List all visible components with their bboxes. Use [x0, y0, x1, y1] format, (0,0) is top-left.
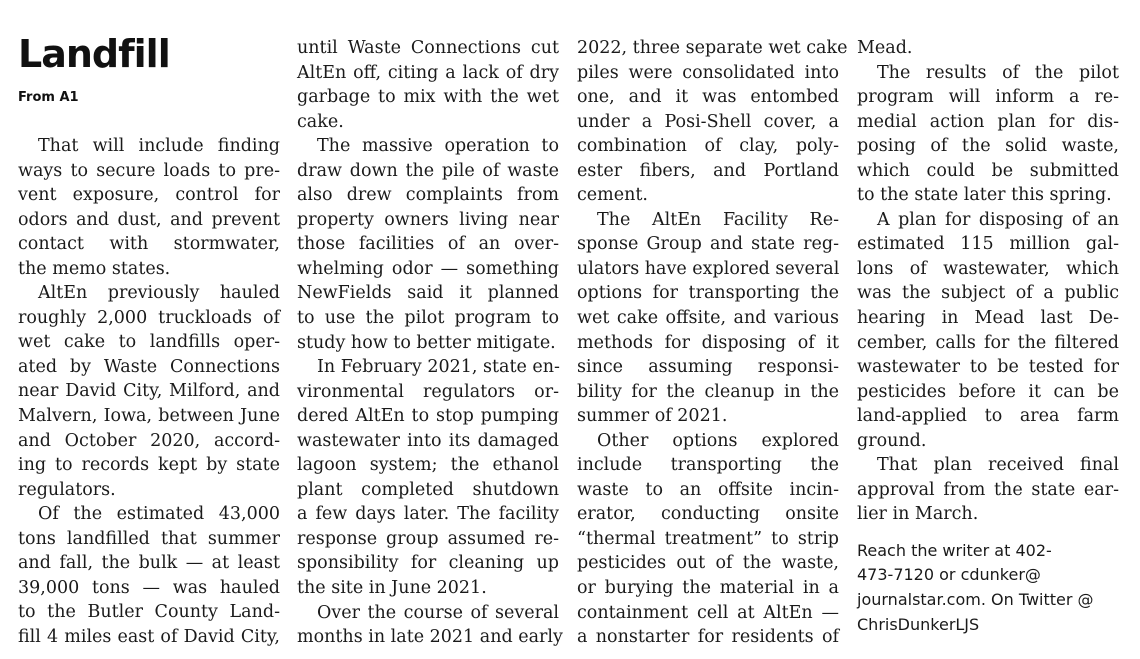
article-line: was the subject of a public [857, 283, 1119, 304]
article-line: 2022, three separate wet cake [577, 38, 848, 58]
article-line: dered AltEn to stop pumping [297, 406, 559, 427]
article-line: In February 2021, state en- [317, 357, 560, 378]
article-line: ulators have explored several [577, 258, 840, 279]
column-2-body [297, 36, 563, 650]
headline: Landfill [18, 32, 170, 76]
column-3-body [577, 36, 848, 650]
article-line: posing of the solid waste, [857, 136, 1119, 157]
article-line: a nonstarter for residents of [577, 627, 839, 648]
article-line: response group assumed re- [297, 528, 559, 549]
article-line: and fall, the bulk — at least [18, 553, 280, 574]
article-line: or burying the material in a [577, 578, 839, 599]
article-line: one, and it was entombed [577, 87, 839, 108]
article-line: That will include finding [38, 136, 280, 156]
article-line: since assuming responsi- [577, 357, 839, 378]
article-line: vironmental regulators or- [297, 381, 559, 402]
article-line: plant completed shutdown [297, 479, 559, 500]
article-line: ated by Waste Connections [18, 356, 280, 377]
article-line: the site in June 2021. [297, 578, 487, 599]
article-line: draw down the pile of waste [297, 160, 559, 181]
article-line: also drew complaints from [297, 185, 559, 206]
column-3 [577, 0, 848, 659]
article-line: AltEn off, citing a lack of dry [297, 62, 559, 83]
article-line: wet cake offsite, and various [577, 308, 839, 329]
article-line: options for transporting the [577, 283, 839, 304]
article-line: ester fibers, and Portland [577, 160, 839, 181]
article-line: property owners living near [297, 209, 559, 230]
article-line: piles were consolidated into [577, 62, 839, 83]
article-line: ways to secure loads to pre- [18, 160, 280, 181]
article-line: Over the course of several [317, 602, 559, 623]
article-line: study how to better mitigate. [297, 332, 556, 353]
article-line: lons of wastewater, which [857, 258, 1119, 279]
article-line: sponse Group and state reg- [577, 234, 839, 255]
article-line: those facilities of an over- [297, 234, 559, 255]
article-line: AltEn previously hauled [38, 283, 280, 304]
column-4 [857, 0, 1119, 659]
article-line: ground. [857, 430, 927, 451]
article-line: pesticides out of the waste, [577, 553, 839, 574]
article-line: until Waste Connections cut [297, 38, 559, 58]
article-line: and October 2020, accord- [18, 430, 280, 451]
article-line: cember, calls for the filtered [857, 332, 1119, 353]
article-line: waste to an offsite incin- [577, 479, 839, 500]
article-line: fill 4 miles east of David City, [18, 626, 280, 647]
column-1-body [18, 134, 280, 649]
article-line: include transporting the [577, 455, 839, 476]
article-line: cement. [577, 185, 648, 206]
article-line: The AltEn Facility Re- [597, 209, 839, 230]
article-line: the memo states. [18, 258, 171, 279]
article-line: wastewater to be tested for [857, 357, 1119, 378]
article-line: “thermal treatment” to strip [577, 528, 839, 549]
article-line: to use the pilot program to [297, 308, 559, 329]
article-line: regulators. [18, 479, 116, 500]
tagline-spacer [857, 527, 1119, 539]
article-line: That plan received final [877, 455, 1119, 476]
article-line: approval from the state ear- [857, 479, 1119, 500]
article-line: under a Posi-Shell cover, a [577, 111, 839, 132]
writer-tagline-line: Reach the writer at 402- [857, 540, 1052, 560]
article-line: which could be submitted [857, 160, 1119, 181]
article-line: lier in March. [857, 504, 979, 525]
article-line: whelming odor — something [297, 258, 559, 279]
article-line: A plan for disposing of an [877, 209, 1119, 230]
article-line: 39,000 tons — was hauled [18, 577, 280, 598]
article-line: bility for the cleanup in the [577, 381, 839, 402]
article-line: garbage to mix with the wet [297, 87, 559, 108]
article-line: methods for disposing of it [577, 332, 839, 353]
article-line: wastewater into its damaged [297, 430, 559, 451]
article-line: containment cell at AltEn — [577, 602, 839, 623]
article-line: lagoon system; the ethanol [297, 455, 559, 476]
writer-tagline-line: 473-7120 or cdunker@ [857, 565, 1041, 585]
article-line: cake. [297, 111, 344, 132]
article-line: combination of clay, poly- [577, 136, 839, 157]
article-line: Of the estimated 43,000 [38, 504, 280, 525]
article-line: erator, conducting onsite [577, 504, 839, 525]
article-line: to the Butler County Land- [18, 602, 280, 623]
jump-line: From A1 [18, 90, 79, 105]
article-line: Mead. [857, 38, 913, 58]
column-2 [297, 0, 563, 659]
article-line: pesticides before it can be [857, 381, 1119, 402]
column-1 [18, 0, 280, 659]
article-line: sponsibility for cleaning up [297, 553, 559, 574]
article-line: roughly 2,000 truckloads of [18, 307, 280, 328]
article-line: estimated 115 million gal- [857, 234, 1119, 255]
article-line: near David City, Milford, and [18, 381, 280, 402]
article-line: The massive operation to [317, 136, 559, 157]
article-line: Other options explored [597, 430, 839, 451]
article-line: wet cake to landfills oper- [18, 332, 280, 353]
article-line: ing to records kept by state [18, 455, 280, 476]
writer-tagline-line: journalstar.com. On Twitter @ [857, 590, 1094, 610]
article-line: land-applied to area farm [857, 406, 1119, 427]
article-line: NewFields said it planned [297, 283, 559, 304]
article-line: summer of 2021. [577, 406, 728, 427]
article-line: hearing in Mead last De- [857, 308, 1119, 329]
article-line: a few days later. The facility [297, 504, 559, 525]
article-line: to the state later this spring. [857, 185, 1112, 206]
article-line: Malvern, Iowa, between June [18, 406, 280, 427]
article-line: medial action plan for dis- [857, 111, 1119, 132]
article-line: The results of the pilot [877, 62, 1119, 83]
article-line: contact with stormwater, [18, 234, 280, 255]
article-line: vent exposure, control for [18, 185, 280, 206]
column-4-body [857, 36, 1119, 637]
article-line: program will inform a re- [857, 87, 1119, 108]
article-line: odors and dust, and prevent [18, 209, 280, 230]
writer-tagline-line: ChrisDunkerLJS [857, 614, 980, 634]
article-line: months in late 2021 and early [297, 627, 563, 648]
article-line: tons landfilled that summer [18, 528, 280, 549]
